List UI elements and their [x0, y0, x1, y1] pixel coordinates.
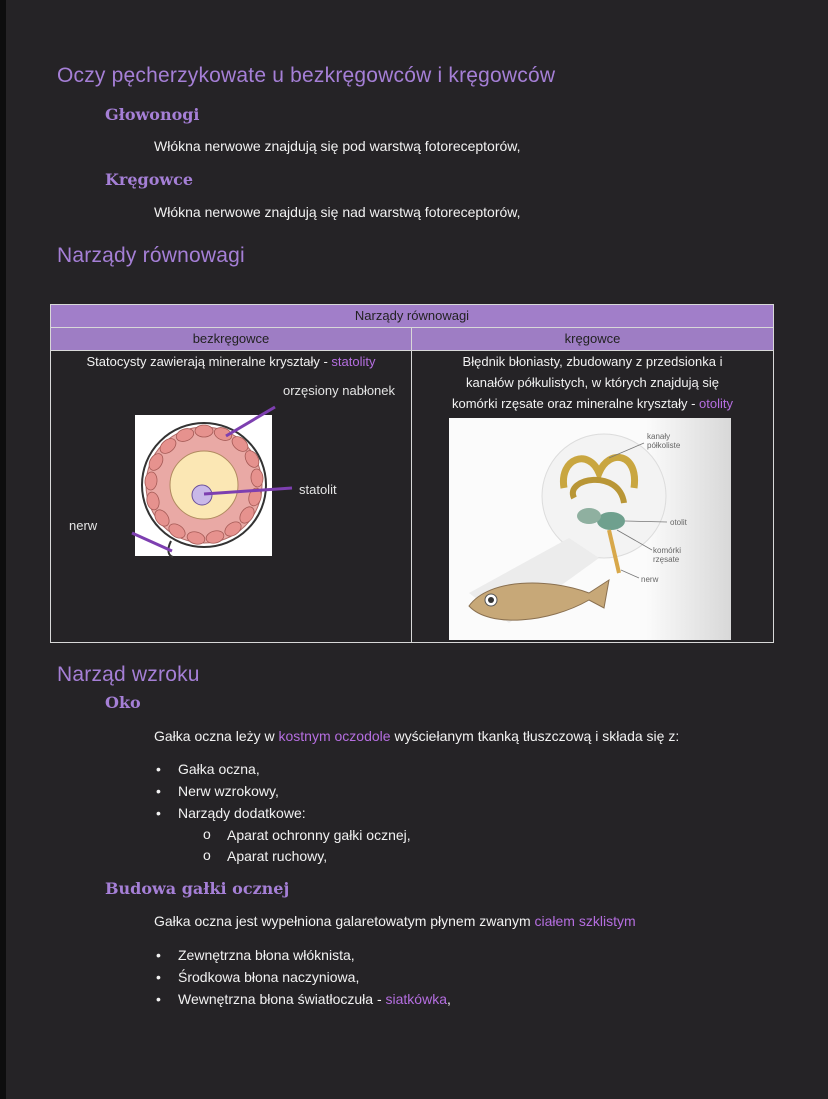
- label-statolith: statolit: [299, 482, 337, 497]
- text-oko: Gałka oczna leży w kostnym oczodole wyściełanym tkanką tłuszczową i składa się z:: [154, 728, 680, 744]
- cialo-szkliste-link: ciałem szklistym: [534, 913, 636, 929]
- text-budowa: Gałka oczna jest wypełniona galaretowatym płynem zwanym ciałem szklistym: [154, 913, 636, 929]
- label-otolith: otolit: [670, 518, 687, 527]
- table-header: [51, 328, 773, 351]
- accessory-organs-list: [203, 825, 411, 867]
- heading-kregowce: Kręgowce: [105, 170, 194, 189]
- list-item: • Narządy dodatkowe:: [156, 805, 306, 821]
- header-vertebrates: kręgowce: [564, 331, 621, 346]
- heading-glowonogi: Głowonogi: [105, 105, 200, 124]
- siatkowka-link: siatkówka: [385, 991, 447, 1007]
- label-semicircular-canals: kanały półkoliste: [647, 432, 681, 450]
- balance-table: [50, 304, 774, 643]
- inner-ear-illustration: [449, 418, 731, 640]
- heading-budowa: Budowa gałki ocznej: [105, 879, 290, 898]
- kostny-oczodol-link: kostnym oczodole: [278, 728, 391, 744]
- section-title-eyes: Oczy pęcherzykowate u bezkręgowców i kręgowców: [57, 64, 556, 87]
- labyrinth-description: Błędnik błoniasty, zbudowany z przedsionka i kanałów półkulistych, w których znajdują się komórki rzęsate oraz mineralne kryształy - otolity: [451, 354, 734, 411]
- otolity-link: otolity: [699, 396, 734, 411]
- heading-oko: Oko: [105, 693, 141, 712]
- label-hair-cells: komórki rzęsate: [653, 546, 682, 564]
- list-item: • Wewnętrzna błona światłoczuła - siatkówka,: [156, 991, 451, 1007]
- header-invertebrates: bezkręgowce: [51, 328, 412, 350]
- section-title-balance: Narządy równowagi: [57, 244, 245, 267]
- statolity-link: statolity: [331, 354, 376, 369]
- eye-parts-list: [154, 758, 306, 824]
- list-item: • Środkowa błona naczyniowa,: [156, 969, 360, 985]
- label-nerve-left: nerw: [69, 518, 98, 533]
- page-edge: [0, 0, 6, 1099]
- text-glowonogi: Włókna nerwowe znajdują się pod warstwą fotoreceptorów,: [154, 138, 521, 154]
- section-title-vision: Narząd wzroku: [57, 663, 200, 686]
- list-item: • Nerw wzrokowy,: [156, 783, 279, 799]
- cell-invertebrates: [51, 351, 412, 642]
- table-body: [51, 351, 773, 642]
- list-item: o Aparat ruchowy,: [203, 847, 328, 864]
- table-title: Narządy równowagi: [51, 305, 773, 328]
- fish-ear-svg: [449, 418, 731, 640]
- cell-vertebrates: [412, 351, 773, 642]
- list-item: o Aparat ochronny gałki ocznej,: [203, 826, 411, 843]
- label-nerve-right: nerw: [641, 575, 659, 584]
- list-item: • Zewnętrzna błona włóknista,: [156, 947, 355, 963]
- statocyst-description: Statocysty zawierają mineralne kryształy - statolity: [86, 354, 376, 369]
- text-kregowce: Włókna nerwowe znajdują się nad warstwą fotoreceptorów,: [154, 204, 521, 220]
- list-item: • Gałka oczna,: [156, 761, 260, 777]
- eye-layers-list: [154, 944, 451, 1010]
- label-ciliated-epithelium: orzęsiony nabłonek: [283, 383, 396, 398]
